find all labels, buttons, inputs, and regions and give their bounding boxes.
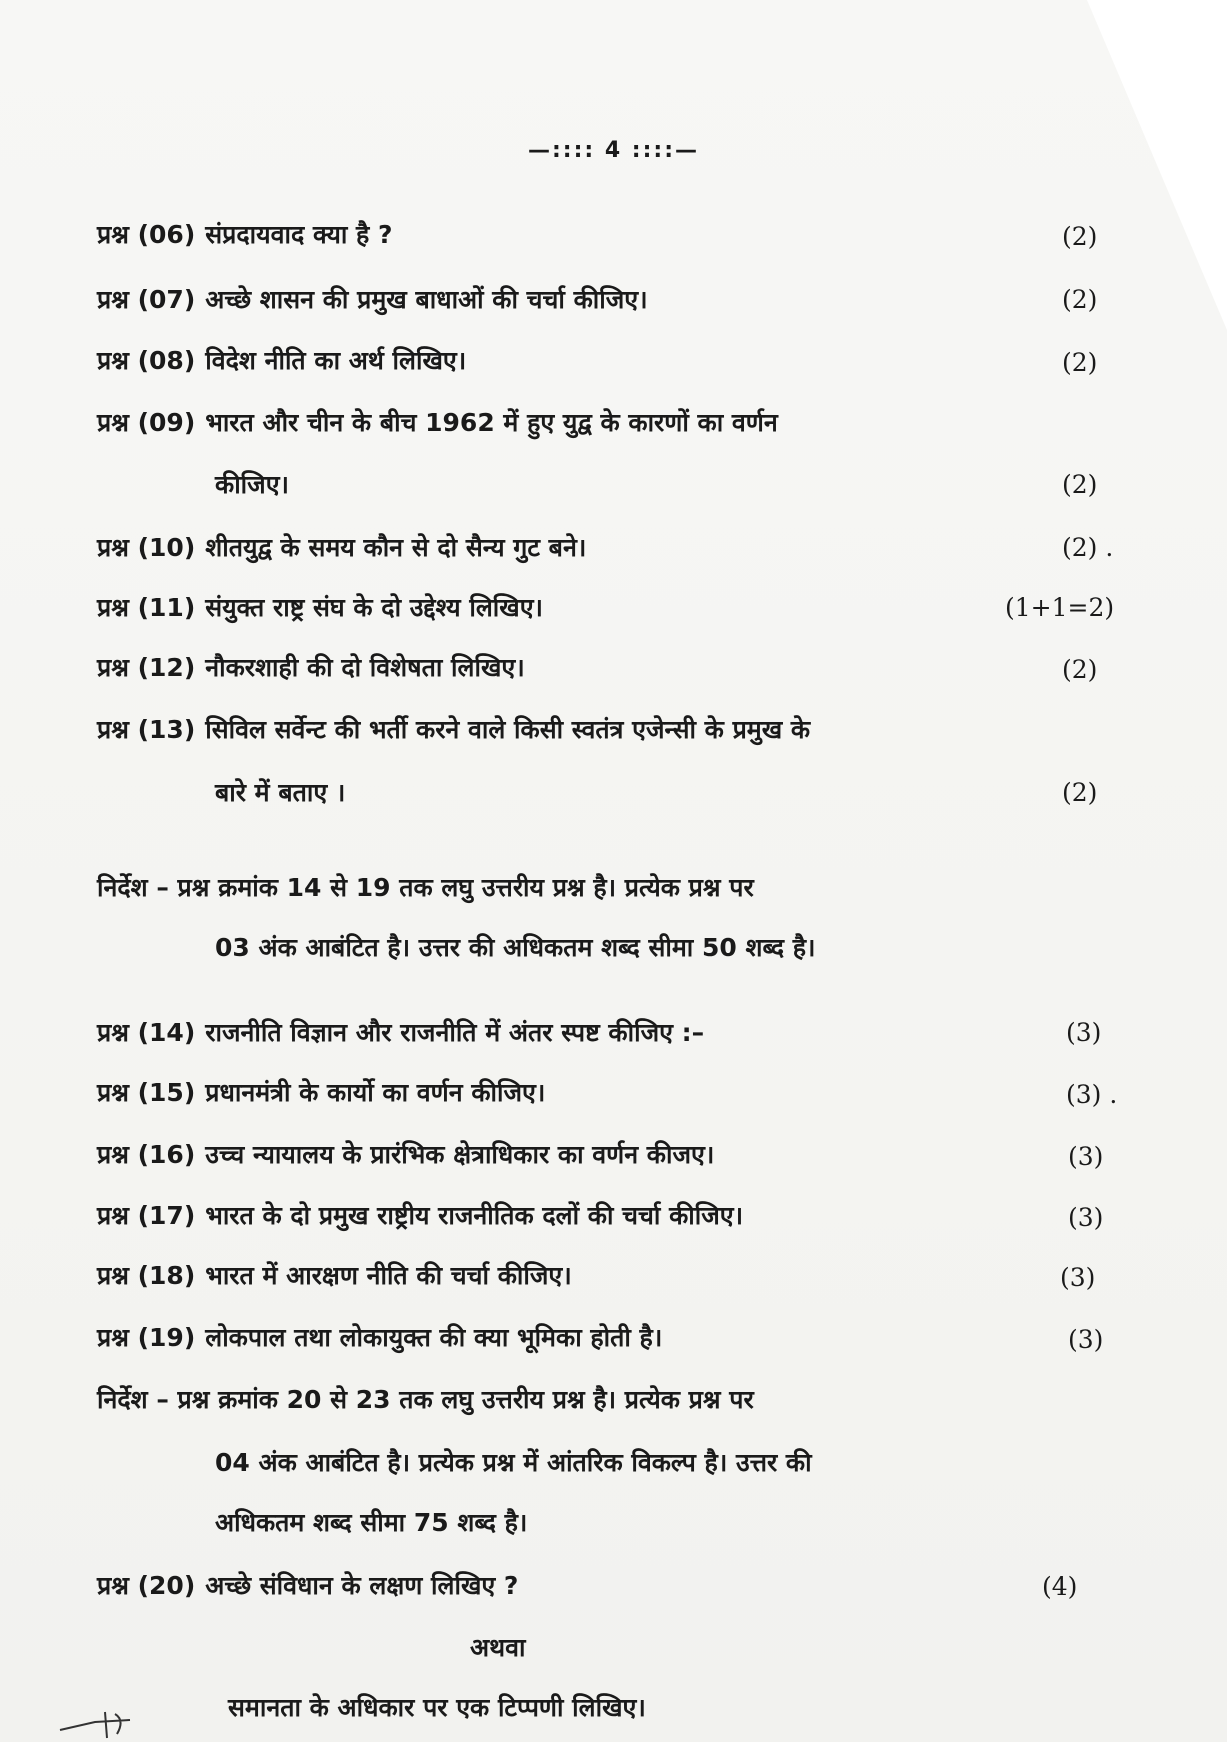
question-continuation: बारे में बताए । xyxy=(215,778,346,807)
question-08 xyxy=(97,343,466,377)
question-11 xyxy=(97,590,543,624)
question-text: लोकपाल तथा लोकायुक्त की क्या भूमिका होती है। xyxy=(205,1323,663,1352)
question-text: विदेश नीति का अर्थ लिखिए। xyxy=(205,346,467,375)
marks: (3) xyxy=(1068,1325,1104,1354)
question-text: भारत के दो प्रमुख राष्ट्रीय राजनीतिक दलों की चर्चा कीजिए। xyxy=(205,1201,744,1230)
question-text: भारत और चीन के बीच 1962 में हुए युद्व के कारणों का वर्णन xyxy=(205,408,778,437)
page-number: —:::: 4 ::::— xyxy=(527,138,699,163)
question-label: प्रश्न (06) xyxy=(97,220,196,249)
instruction-2-line-2: 04 अंक आबंटित है। प्रत्येक प्रश्न में आंतरिक विकल्प है। उत्तर की xyxy=(215,1448,812,1477)
question-label: प्रश्न (13) xyxy=(97,715,196,744)
marks: (2) . xyxy=(1062,533,1114,562)
question-text: अच्छे संविधान के लक्षण लिखिए ? xyxy=(205,1571,519,1600)
question-label: प्रश्न (09) xyxy=(97,408,196,437)
question-label: प्रश्न (10) xyxy=(97,533,196,562)
question-text: अच्छे शासन की प्रमुख बाधाओं की चर्चा कीजिए। xyxy=(205,285,648,314)
handwritten-mark xyxy=(55,1700,145,1740)
question-06 xyxy=(97,217,393,251)
question-label: प्रश्न (19) xyxy=(97,1323,196,1352)
marks: (3) xyxy=(1068,1203,1104,1232)
marks: (4) xyxy=(1042,1572,1078,1601)
or-label: अथवा xyxy=(470,1633,526,1662)
marks: (2) xyxy=(1062,778,1098,807)
instruction-2-line-1: निर्देश – प्रश्न क्रमांक 20 से 23 तक लघु उत्तरीय प्रश्न है। प्रत्येक प्रश्न पर xyxy=(97,1385,754,1414)
question-label: प्रश्न (14) xyxy=(97,1018,196,1047)
question-19 xyxy=(97,1320,662,1354)
question-15 xyxy=(97,1075,545,1109)
question-label: प्रश्न (16) xyxy=(97,1140,196,1169)
marks: (3) xyxy=(1066,1018,1102,1047)
question-13 xyxy=(97,712,810,746)
marks: (2) xyxy=(1062,470,1098,499)
marks: (2) xyxy=(1062,285,1098,314)
question-12 xyxy=(97,650,525,684)
question-14 xyxy=(97,1015,704,1049)
alternative-question: समानता के अधिकार पर एक टिप्पणी लिखिए। xyxy=(228,1693,646,1722)
question-label: प्रश्न (15) xyxy=(97,1078,196,1107)
marks: (3) xyxy=(1060,1263,1096,1292)
question-09 xyxy=(97,405,778,439)
question-text: भारत में आरक्षण नीति की चर्चा कीजिए। xyxy=(205,1261,572,1290)
question-label: प्रश्न (18) xyxy=(97,1261,196,1290)
question-text: संयुक्त राष्ट्र संघ के दो उद्देश्य लिखिए। xyxy=(205,593,544,622)
question-label: प्रश्न (11) xyxy=(97,593,196,622)
question-label: प्रश्न (20) xyxy=(97,1571,196,1600)
question-label: प्रश्न (07) xyxy=(97,285,196,314)
question-text: प्रधानमंत्री के कार्यो का वर्णन कीजिए। xyxy=(205,1078,546,1107)
question-text: राजनीति विज्ञान और राजनीति में अंतर स्पष्ट कीजिए :– xyxy=(205,1018,705,1047)
instruction-1-line-2: 03 अंक आबंटित है। उत्तर की अधिकतम शब्द सीमा 50 शब्द है। xyxy=(215,933,816,962)
marks: (3) . xyxy=(1066,1080,1118,1109)
question-16 xyxy=(97,1137,714,1171)
question-label: प्रश्न (08) xyxy=(97,346,196,375)
question-17 xyxy=(97,1198,743,1232)
question-07 xyxy=(97,282,648,316)
question-text: सिविल सर्वेन्ट की भर्ती करने वाले किसी स्वतंत्र एजेन्सी के प्रमुख के xyxy=(205,715,811,744)
marks: (1+1=2) xyxy=(1005,593,1115,622)
marks: (2) xyxy=(1062,348,1098,377)
question-text: नौकरशाही की दो विशेषता लिखिए। xyxy=(205,653,525,682)
marks: (2) xyxy=(1062,222,1098,251)
question-text: शीतयुद्व के समय कौन से दो सैन्य गुट बने। xyxy=(205,533,587,562)
question-20 xyxy=(97,1568,518,1602)
question-18 xyxy=(97,1258,572,1292)
question-text: उच्च न्यायालय के प्रारंभिक क्षेत्राधिकार का वर्णन कीजए। xyxy=(205,1140,715,1169)
question-text: संप्रदायवाद क्या है ? xyxy=(205,220,393,249)
question-continuation: कीजिए। xyxy=(215,470,290,499)
folded-corner xyxy=(1087,0,1227,330)
question-label: प्रश्न (12) xyxy=(97,653,196,682)
question-label: प्रश्न (17) xyxy=(97,1201,196,1230)
instruction-1-line-1: निर्देश – प्रश्न क्रमांक 14 से 19 तक लघु उत्तरीय प्रश्न है। प्रत्येक प्रश्न पर xyxy=(97,873,754,902)
instruction-2-line-3: अधिकतम शब्द सीमा 75 शब्द है। xyxy=(215,1508,528,1537)
marks: (3) xyxy=(1068,1142,1104,1171)
question-10 xyxy=(97,530,586,564)
marks: (2) xyxy=(1062,655,1098,684)
